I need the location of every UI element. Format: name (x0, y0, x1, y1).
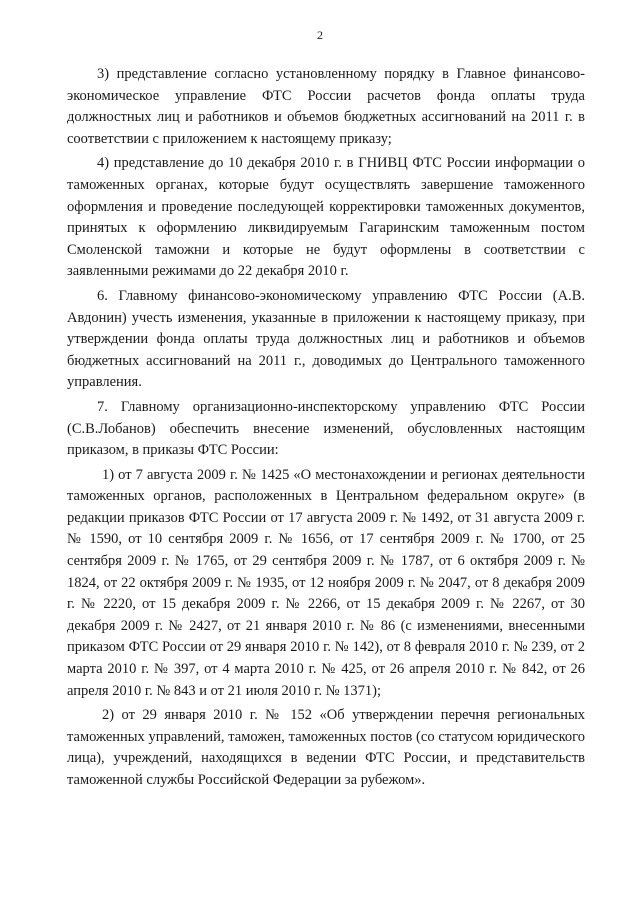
paragraph-item-4-information: 4) представление до 10 декабря 2010 г. в ГНИВЦ ФТС России информации о таможенных органах, которые будут осуществлять завершение таможенного оформления и проведение последующей корректировки таможенных документов, принятых к оформлению ликвидируемым Гагаринским таможенным постом Смоленской таможни и которые не будут оформлены в соответствии с заявленными режимами до 22 декабря 2010 г. (67, 155, 585, 280)
page-number: 2 (317, 28, 323, 42)
paragraph-subitem-2-order-152: 2) от 29 января 2010 г. № 152 «Об утверждении перечня региональных таможенных управлений, таможен, таможенных постов (со статусом юридического лица), учреждений, находящихся в ведении ФТС России, и представительств таможенной службы Российской Федерации за рубежом». (67, 707, 585, 788)
document-body (67, 64, 585, 795)
paragraph-subitem-1-order-1425: 1) от 7 августа 2009 г. № 1425 «О местонахождении и регионах деятельности таможенных органов, расположенных в Центральном федеральном округе» (в редакции приказов ФТС России от 17 августа 2009 г. № 1492, от 31 августа 2009 г. № 1590, от 10 сентября 2009 г. № 1656, от 17 сентября 2009 г. № 1700, от 25 сентября 2009 г. № 1765, от 29 сентября 2009 г. № 1787, от 6 октября 2009 г. № 1824, от 22 октября 2009 г. № 1935, от 12 ноября 2009 г. № 2047, от 8 декабря 2009 г. № 2220, от 15 декабря 2009 г. № 2266, от 15 декабря 2009 г. № 2267, от 30 декабря 2009 г. № 2427, от 21 января 2010 г. № 86 (с изменениями, внесенными приказом ФТС России от 29 января 2010 г. № 142), от 8 февраля 2010 г. № 239, от 2 марта 2010 г. № 397, от 4 марта 2010 г. № 425, от 26 апреля 2010 г. № 842, от 26 апреля 2010 г. № 843 и от 21 июля 2010 г. № 1371); (67, 466, 585, 699)
paragraph-clause-7: 7. Главному организационно-инспекторскому управлению ФТС России (С.В.Лобанов) обеспечить внесение изменений, обусловленных настоящим приказом, в приказы ФТС России: (67, 398, 585, 459)
paragraph-item-3-calculations: 3) представление согласно установленному порядку в Главное финансово-экономическое управление ФТС России расчетов фонда оплаты труда должностных лиц и работников и объемов бюджетных ассигнований на 2011 г. в соответствии с приложением к настоящему приказу; (67, 66, 585, 147)
paragraph-clause-6: 6. Главному финансово-экономическому управлению ФТС России (А.В. Авдонин) учесть изменения, указанные в приложении к настоящему приказу, при утверждении фонда оплаты труда должностных лиц и работников и объемов бюджетных ассигнований на 2011 г., доводимых до Центрального таможенного управления. (67, 287, 585, 391)
